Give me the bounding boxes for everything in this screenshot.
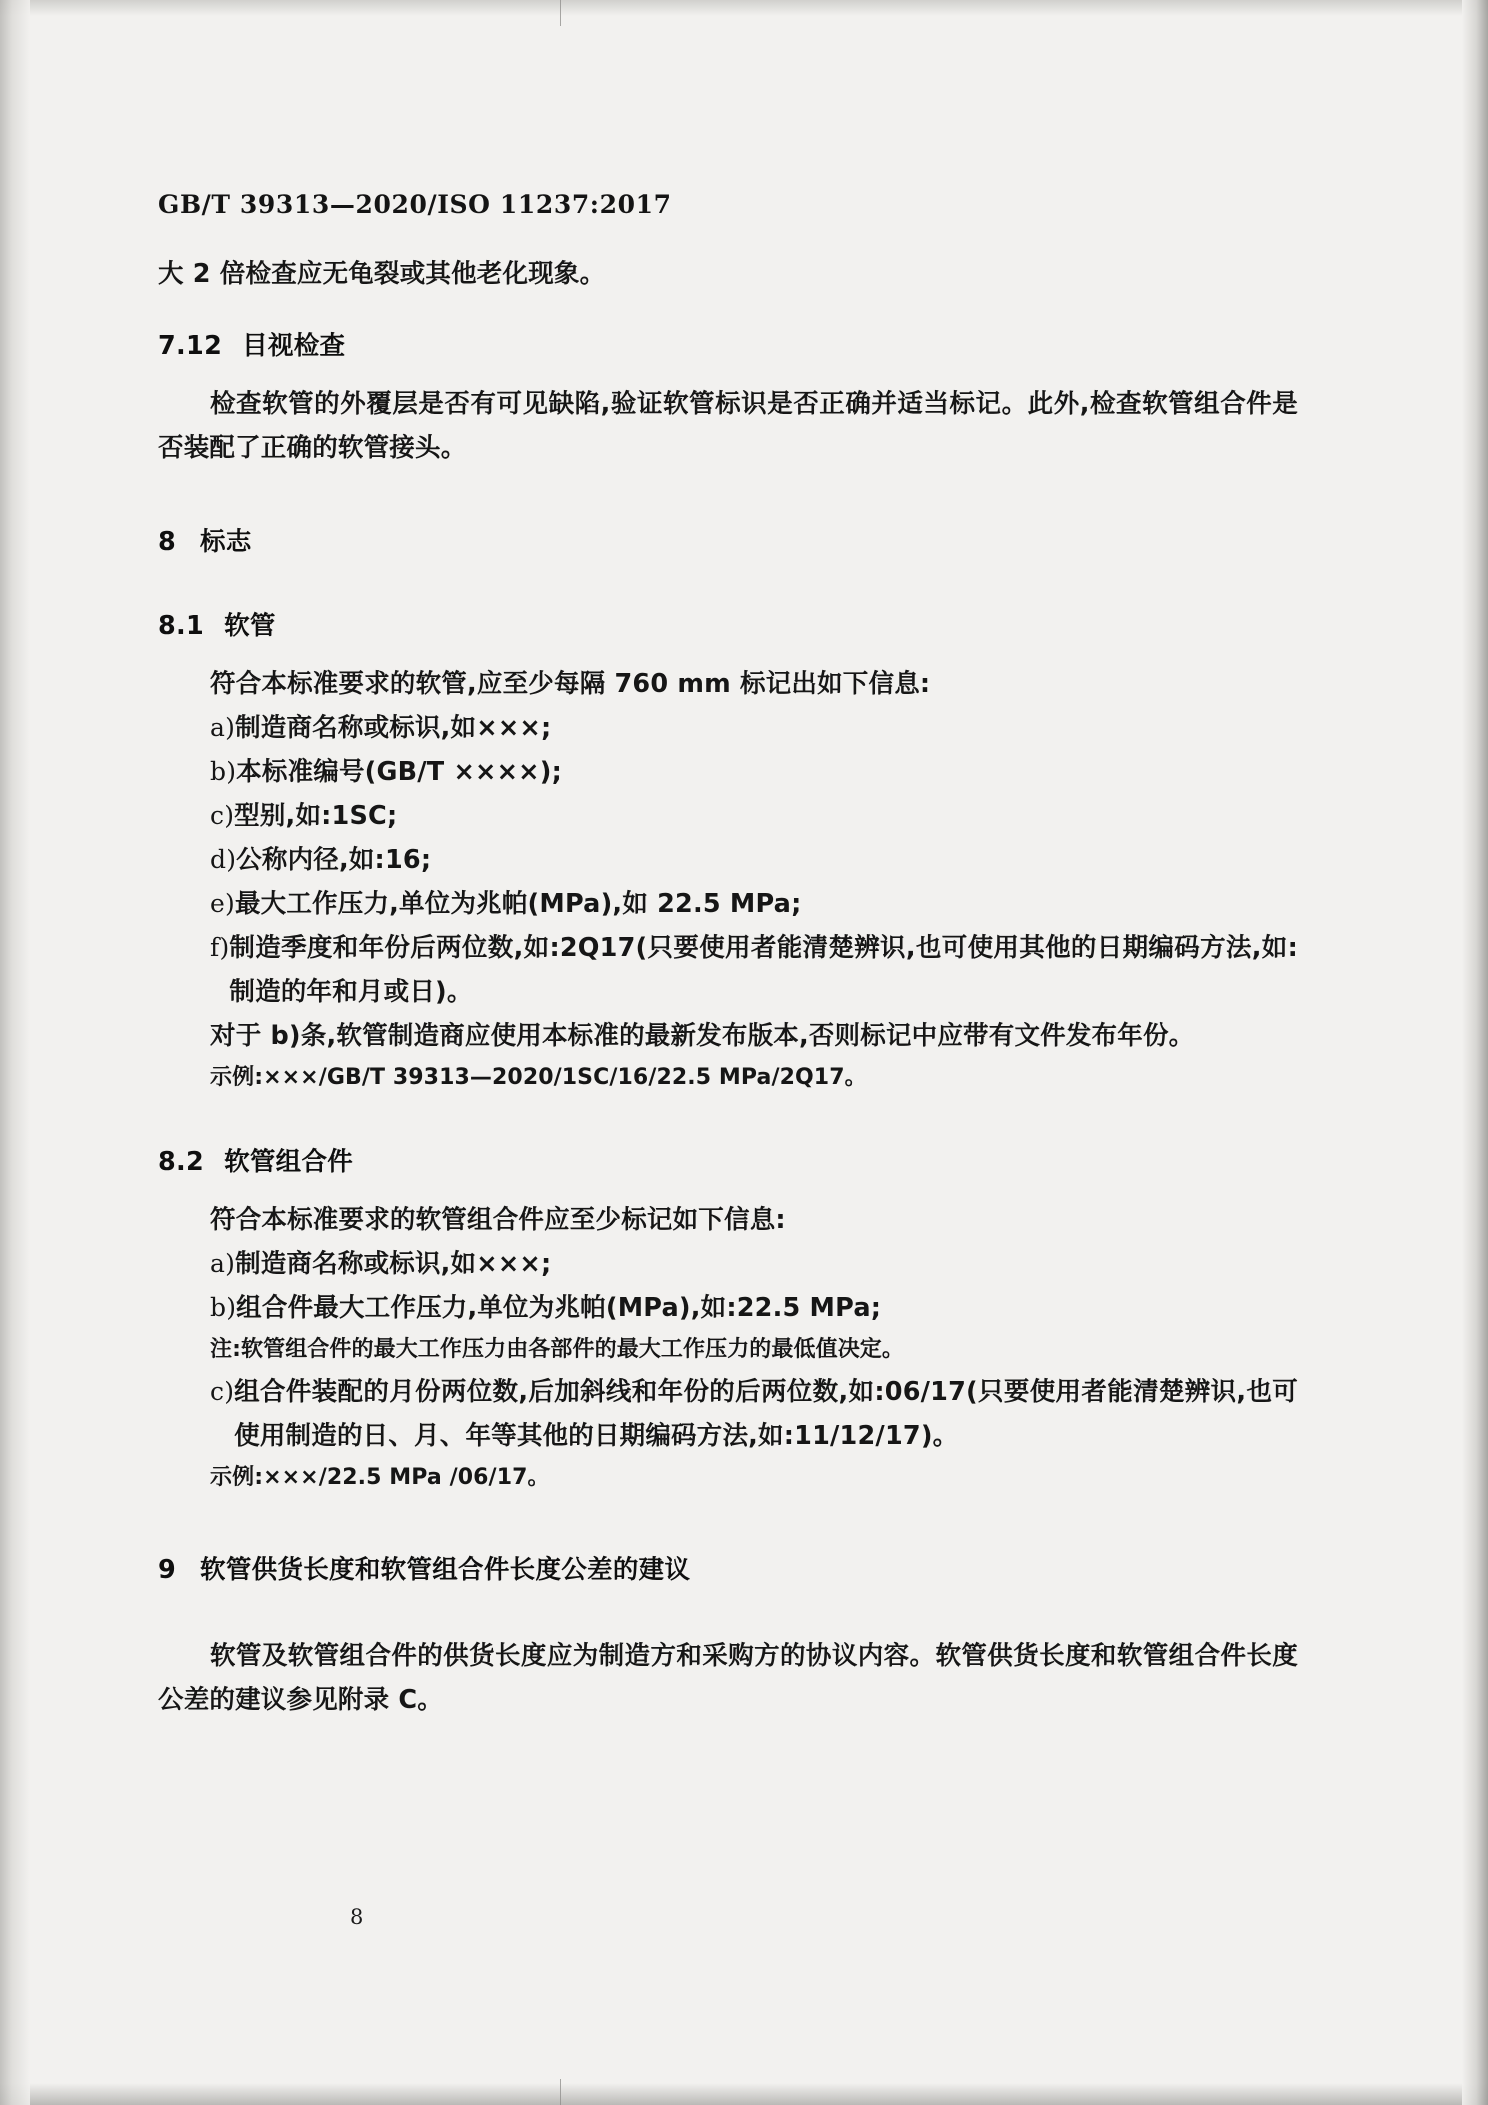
list-item-text: 制造季度和年份后两位数,如:2Q17(只要使用者能清楚辨识,也可使用其他的日期编码方法,如:制造的年和月或日)。 (229, 933, 1298, 1007)
list-item-text: 制造商名称或标识,如×××; (235, 1249, 552, 1279)
spacer (158, 1182, 1298, 1198)
list-8-2 (158, 1242, 1298, 1330)
list-item (158, 1242, 1298, 1286)
spacer (158, 562, 1298, 606)
section-title: 软管供货长度和软管组合件长度公差的建议 (200, 1555, 691, 1585)
list-8-1 (158, 706, 1298, 1014)
list-item (158, 750, 1298, 794)
spacer (158, 1590, 1298, 1634)
list-item (158, 706, 1298, 750)
section-heading-9 (158, 1550, 1298, 1590)
list-item-text: 组合件装配的月份两位数,后加斜线和年份的后两位数,如:06/17(只要使用者能清楚辨识,也可使用制造的日、月、年等其他的日期编码方法,如:11/12/17)。 (234, 1377, 1298, 1451)
list-item (158, 838, 1298, 882)
note-8-2: 注:软管组合件的最大工作压力由各部件的最大工作压力的最低值决定。 (210, 1337, 904, 1362)
list-item-text: 本标准编号(GB/T ××××); (236, 757, 562, 787)
list-item-text: 型别,如:1SC; (234, 801, 398, 831)
list-marker: c) (210, 1377, 235, 1406)
list-item (158, 1370, 1298, 1458)
paragraph-9: 软管及软管组合件的供货长度应为制造方和采购方的协议内容。软管供货长度和软管组合件长度公差的建议参见附录 C。 (158, 1641, 1298, 1715)
list-item (158, 1286, 1298, 1330)
page-content (158, 0, 1298, 2105)
continuation-paragraph: 大 2 倍检查应无龟裂或其他老化现象。 (158, 259, 606, 289)
list-marker: a) (210, 713, 236, 742)
section-heading-8 (158, 522, 1298, 562)
example-8-1: 示例:×××/GB/T 39313—2020/1SC/16/22.5 MPa/2Q17。 (210, 1065, 867, 1090)
spacer (158, 366, 1298, 382)
list-marker: c) (210, 801, 235, 830)
spacer (158, 470, 1298, 522)
running-header: GB/T 39313—2020/ISO 11237:2017 (158, 190, 672, 219)
paragraph-7-12: 检查软管的外覆层是否有可见缺陷,验证软管标识是否正确并适当标记。此外,检查软管组合件是否装配了正确的软管接头。 (158, 389, 1298, 463)
section-heading-8-1 (158, 606, 1298, 646)
section-number: 8.1 (158, 611, 205, 641)
scan-edge-right (1462, 0, 1488, 2105)
list-item-text: 制造商名称或标识,如×××; (235, 713, 552, 743)
spacer (158, 1498, 1298, 1550)
list-marker: d) (210, 845, 237, 874)
scan-edge-left (0, 0, 30, 2105)
list-marker: f) (210, 933, 230, 962)
section-number: 8.2 (158, 1147, 205, 1177)
section-title: 软管 (224, 611, 276, 641)
lead-paragraph-8-2: 符合本标准要求的软管组合件应至少标记如下信息: (210, 1205, 786, 1235)
section-number: 9 (158, 1555, 177, 1585)
closing-paragraph-8-1: 对于 b)条,软管制造商应使用本标准的最新发布版本,否则标记中应带有文件发布年份。 (210, 1021, 1195, 1051)
spacer (158, 646, 1298, 662)
list-marker: e) (210, 889, 235, 918)
section-number: 7.12 (158, 331, 223, 361)
section-heading-7-12 (158, 326, 1298, 366)
lead-paragraph-8-1: 符合本标准要求的软管,应至少每隔 760 mm 标记出如下信息: (210, 669, 931, 699)
spacer (158, 296, 1298, 326)
spacer (158, 1098, 1298, 1142)
text-flow (158, 252, 1298, 1722)
list-marker: b) (210, 1293, 237, 1322)
list-item-text: 最大工作压力,单位为兆帕(MPa),如 22.5 MPa; (234, 889, 802, 919)
list-item-text: 公称内径,如:16; (236, 845, 432, 875)
page-number: 8 (350, 1905, 364, 1929)
list-item (158, 794, 1298, 838)
list-item (158, 882, 1298, 926)
list-marker: a) (210, 1249, 236, 1278)
list-marker: b) (210, 757, 237, 786)
list-item (158, 926, 1298, 1014)
section-number: 8 (158, 527, 177, 557)
list-8-2-continued (158, 1370, 1298, 1458)
section-title: 目视检查 (242, 331, 346, 361)
section-heading-8-2 (158, 1142, 1298, 1182)
section-title: 软管组合件 (224, 1147, 354, 1177)
example-8-2: 示例:×××/22.5 MPa /06/17。 (210, 1465, 550, 1490)
section-title: 标志 (200, 527, 252, 557)
list-item-text: 组合件最大工作压力,单位为兆帕(MPa),如:22.5 MPa; (236, 1293, 882, 1323)
